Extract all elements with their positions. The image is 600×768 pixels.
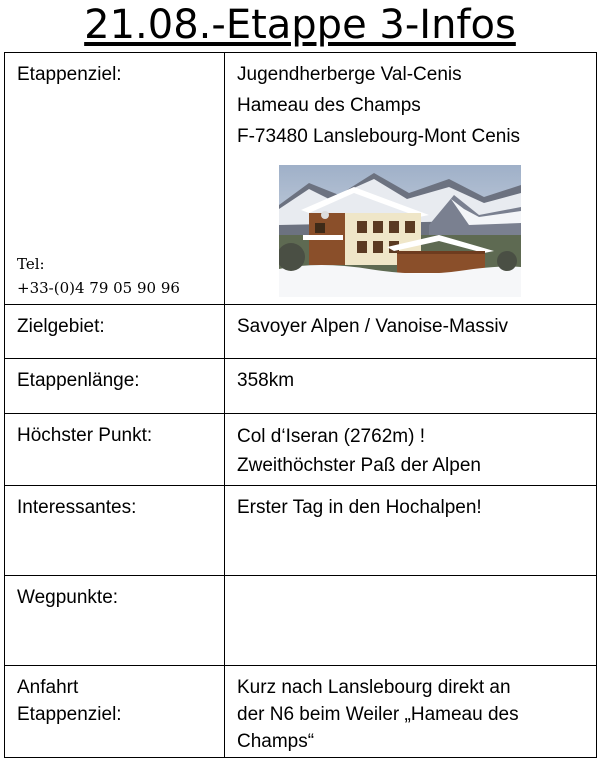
value-cell <box>225 666 597 758</box>
value-cell <box>225 305 597 359</box>
table-row <box>5 53 597 305</box>
address-line-1: Jugendherberge Val-Cenis <box>237 64 462 85</box>
address-line-2: Hameau des Champs <box>237 95 421 116</box>
value-cell <box>225 414 597 486</box>
label-etappenlaenge: Etappenlänge: <box>17 370 140 391</box>
label-hoechster-punkt: Höchster Punkt: <box>17 425 153 446</box>
label-cell <box>5 53 225 305</box>
value-hoechster-punkt-1: Col d‘Iseran (2762m) ! <box>237 426 425 447</box>
label-interessantes: Interessantes: <box>17 497 137 518</box>
label-anfahrt-2: Etappenziel: <box>17 704 122 725</box>
label-etappenziel: Etappenziel: <box>17 64 122 85</box>
value-anfahrt-3: Champs“ <box>237 731 315 752</box>
value-cell <box>225 359 597 414</box>
tel-number: +33-(0)4 79 05 90 96 <box>17 279 180 297</box>
table-row <box>5 486 597 576</box>
value-anfahrt-1: Kurz nach Lanslebourg direkt an <box>237 677 511 698</box>
value-interessantes: Erster Tag in den Hochalpen! <box>237 497 482 518</box>
value-hoechster-punkt-2: Zweithöchster Paß der Alpen <box>237 455 481 476</box>
tel-label: Tel: <box>17 255 45 273</box>
value-cell <box>225 53 597 305</box>
label-zielgebiet: Zielgebiet: <box>17 316 105 337</box>
address-line-3: F-73480 Lanslebourg-Mont Cenis <box>237 126 521 147</box>
value-cell <box>225 486 597 576</box>
stage-info-table <box>4 52 597 758</box>
label-anfahrt-1: Anfahrt <box>17 677 79 698</box>
label-cell <box>5 359 225 414</box>
value-zielgebiet: Savoyer Alpen / Vanoise-Massiv <box>237 316 509 337</box>
table-row <box>5 666 597 758</box>
value-etappenlaenge: 358km <box>237 370 295 391</box>
value-anfahrt-2: der N6 beim Weiler „Hameau des <box>237 704 519 725</box>
label-cell <box>5 486 225 576</box>
table-row <box>5 414 597 486</box>
label-cell <box>5 666 225 758</box>
hostel-photo <box>279 165 521 297</box>
label-wegpunkte: Wegpunkte: <box>17 587 119 608</box>
value-cell <box>225 576 597 666</box>
label-cell <box>5 305 225 359</box>
page-title: 21.08.-Etappe 3-Infos <box>84 2 516 48</box>
table-row <box>5 576 597 666</box>
table-row <box>5 359 597 414</box>
label-cell <box>5 414 225 486</box>
label-cell <box>5 576 225 666</box>
table-row <box>5 305 597 359</box>
